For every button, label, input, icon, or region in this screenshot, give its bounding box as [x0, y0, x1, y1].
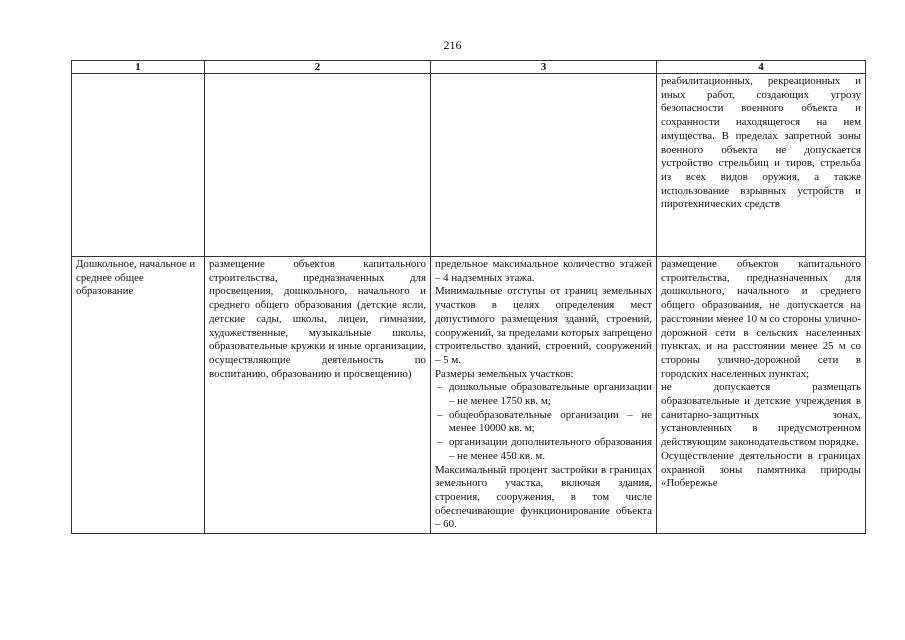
cell-land-use-description: размещение объектов капитального строительства, предназначенных для просвещения, дошкольного, начального и среднего общего образования (детские ясли, детские сады, школы, лицеи, гимназии, художественные, музыкальные школы, образовательные кружки и иные организации, осуществляющие деятельность по воспитанию, образованию и просвещению)	[205, 257, 431, 534]
list-item: – дошкольные образовательные организации – не менее 1750 кв. м;	[435, 381, 652, 408]
cell-continued-col-2	[205, 74, 431, 257]
list-item: – организации дополнительного образования – не менее 450 кв. м.	[435, 436, 652, 463]
header-row	[72, 61, 866, 74]
table-row	[72, 257, 866, 534]
cell-parameters	[431, 257, 657, 534]
page-number: 216	[443, 38, 462, 52]
param-max-coverage: Максимальный процент застройки в границах земельного участка, включая здания, строения, сооружения, в том числе обеспечивающие функционирование объекта – 60.	[435, 463, 652, 531]
restriction-sanitary-zones: не допускается размещать образовательные и детские учреждения в санитарно-защитных зонах, установленных в предусмотренном действующим законодательством порядке.	[661, 381, 861, 449]
param-max-floors: предельное максимальное количество этажей – 4 надземных этажа.	[435, 258, 652, 284]
param-min-setbacks: Минимальные отступы от границ земельных участков в целях определения мест допустимого размещения зданий, строений, сооружений, за пределами которых запрещено строительство зданий, строений, сооружений – 5 м.	[435, 285, 652, 366]
cell-continued-col-1	[72, 74, 205, 257]
cell-restrictions	[657, 257, 866, 534]
header-col-4: 4	[657, 61, 866, 74]
header-col-3: 3	[431, 61, 657, 74]
list-item: – общеобразовательные организации – не менее 10000 кв. м;	[435, 409, 652, 436]
zoning-table	[71, 60, 866, 534]
restriction-distance: размещение объектов капитального строительства, предназначенных для дошкольного, начального и среднего общего образования, не допускается на расстоянии менее 10 м со стороны улично-дорожной сети в сельских населенных пунктах, и на расстоянии менее 25 м со стороны улично-дорожной сети в городских населенных пунктах;	[661, 258, 861, 380]
cell-continued-col-3	[431, 74, 657, 257]
table-row-continued	[72, 74, 866, 257]
param-plot-sizes-title: Размеры земельных участков:	[435, 367, 574, 380]
plot-sizes-list	[435, 381, 652, 463]
restriction-protected-zone: Осуществление деятельности в границах охранной зоны памятника природы «Побережье	[661, 449, 861, 490]
cell-land-use-name: Дошкольное, начальное и среднее общее образование	[72, 257, 205, 534]
cell-continued-col-4: реабилитационных, рекреационных и иных работ, создающих угрозу безопасности военного объекта и сохранности находящегося на нем имущества. В пределах запретной зоны военного объекта не допускается устройство стрельбищ и тиров, стрельба из всех видов оружия, а также использование взрывных устройств и пиротехнических средств	[657, 74, 866, 257]
header-col-2: 2	[205, 61, 431, 74]
header-col-1: 1	[72, 61, 205, 74]
